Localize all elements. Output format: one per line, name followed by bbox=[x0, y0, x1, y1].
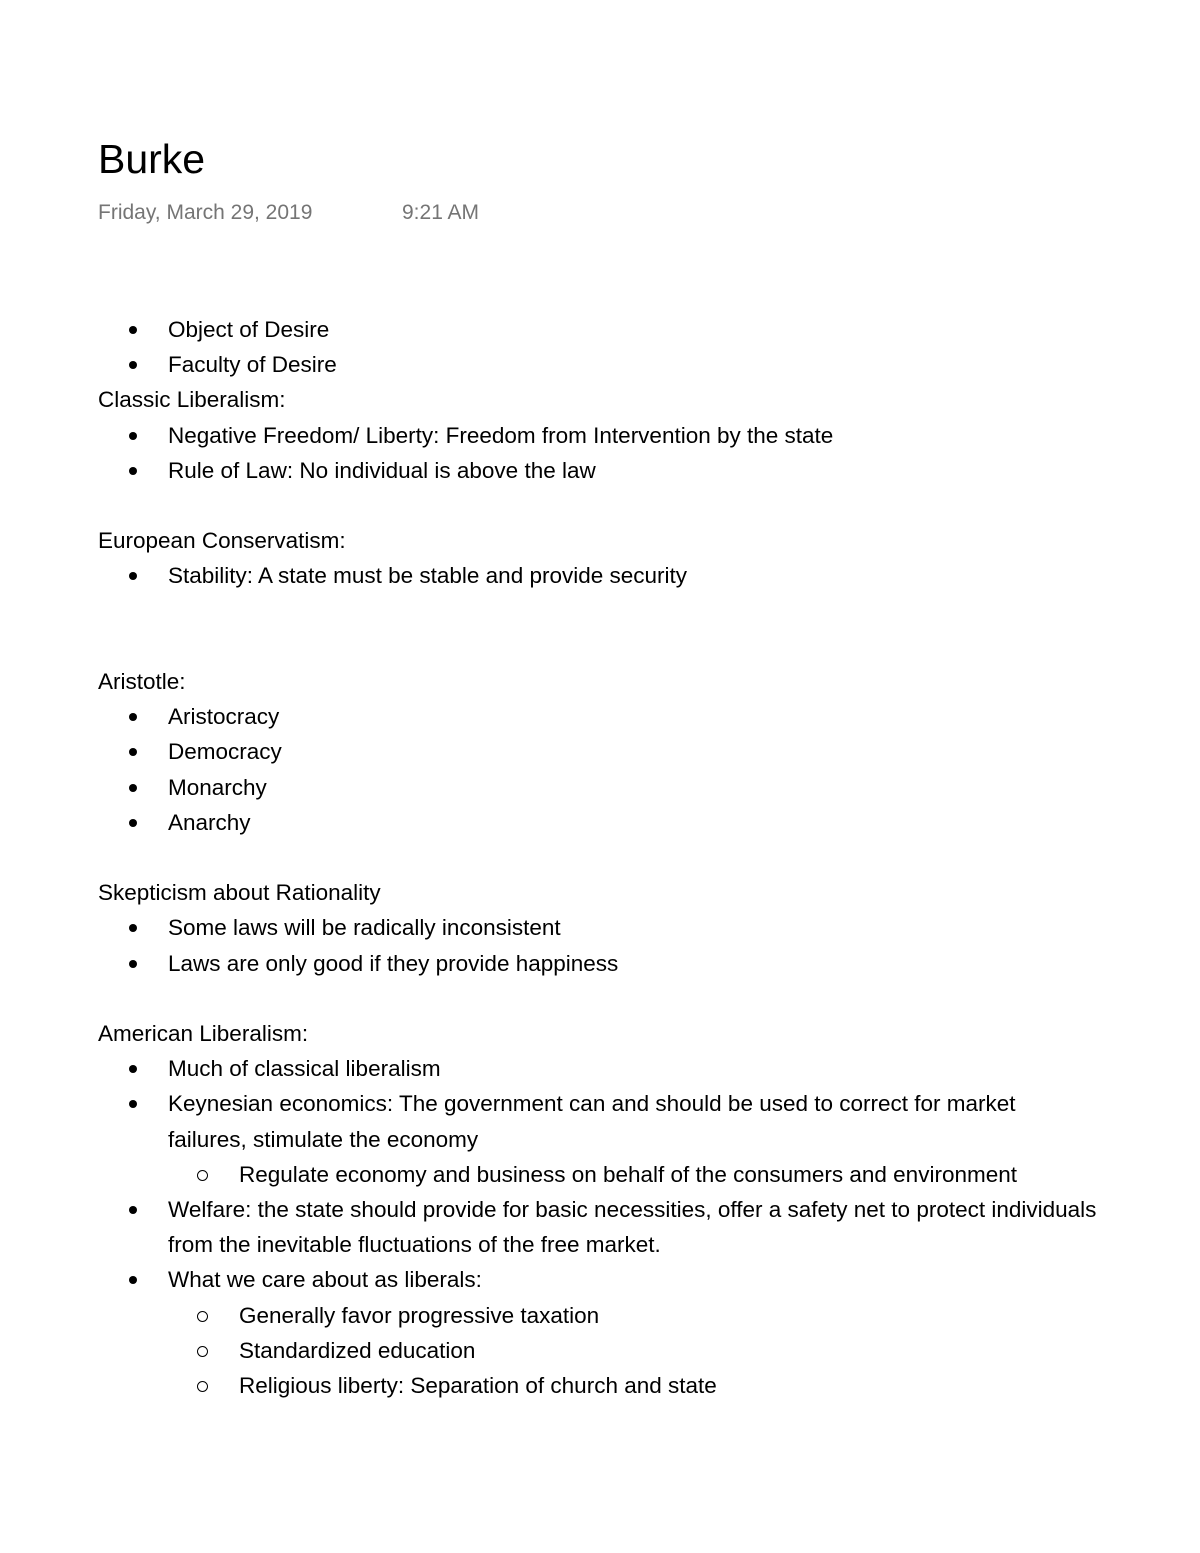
bullet-icon bbox=[129, 924, 137, 932]
bullet-icon bbox=[129, 784, 137, 792]
section-heading-american-liberalism: American Liberalism: bbox=[98, 1020, 309, 1046]
list-item bbox=[98, 1086, 1098, 1192]
list-item bbox=[98, 453, 1098, 488]
list-item-text: Monarchy bbox=[168, 774, 267, 800]
sub-list-item bbox=[98, 1298, 1098, 1333]
hollow-bullet-icon bbox=[197, 1311, 208, 1322]
sub-list-item bbox=[98, 1333, 1098, 1368]
hollow-bullet-icon bbox=[197, 1170, 208, 1181]
bullet-icon bbox=[129, 1206, 137, 1214]
list-item bbox=[98, 1192, 1098, 1262]
bullet-icon bbox=[129, 572, 137, 580]
list-item bbox=[98, 418, 1098, 453]
bullet-icon bbox=[129, 361, 137, 369]
european-conservatism-list bbox=[98, 558, 1098, 593]
hollow-bullet-icon bbox=[197, 1381, 208, 1392]
classic-liberalism-list bbox=[98, 418, 1098, 488]
list-item-text: Keynesian economics: The government can and should be used to correct for market failures, stimulate the economy bbox=[168, 1091, 1016, 1152]
bullet-icon bbox=[129, 326, 137, 334]
list-item-text: Democracy bbox=[168, 739, 282, 765]
note-body bbox=[98, 312, 1098, 1403]
aristotle-list bbox=[98, 699, 1098, 840]
bullet-icon bbox=[129, 432, 137, 440]
list-item-text: Anarchy bbox=[168, 809, 251, 835]
list-item-text: Negative Freedom/ Liberty: Freedom from Intervention by the state bbox=[168, 422, 834, 448]
list-item-text: Object of Desire bbox=[168, 317, 330, 342]
list-item bbox=[98, 312, 1098, 347]
list-item bbox=[98, 946, 1098, 981]
section-heading-european-conservatism: European Conservatism: bbox=[98, 528, 346, 554]
sub-list-item-text: Religious liberty: Separation of church and state bbox=[239, 1372, 717, 1398]
section-heading-skepticism: Skepticism about Rationality bbox=[98, 880, 381, 906]
list-item bbox=[98, 558, 1098, 593]
spacer bbox=[98, 594, 1098, 629]
list-item-text: Welfare: the state should provide for basic necessities, offer a safety net to protect individuals from the inevitable fluctuations of the free market. bbox=[168, 1196, 1097, 1258]
list-item bbox=[98, 910, 1098, 945]
section-heading-classic-liberalism: Classic Liberalism: bbox=[98, 387, 286, 413]
list-item-text: Aristocracy bbox=[168, 704, 280, 730]
list-item bbox=[98, 770, 1098, 805]
list-item bbox=[98, 347, 1098, 382]
note-date: Friday, March 29, 2019 bbox=[98, 201, 313, 224]
sub-list-item bbox=[98, 1368, 1098, 1403]
spacer bbox=[98, 488, 1098, 523]
list-item bbox=[98, 699, 1098, 734]
sub-list-item bbox=[98, 1157, 1098, 1192]
sub-list-item-text: Standardized education bbox=[239, 1337, 476, 1363]
bullet-icon bbox=[129, 960, 137, 968]
list-item-text: Laws are only good if they provide happiness bbox=[168, 950, 619, 976]
spacer bbox=[98, 840, 1098, 875]
note-time: 9:21 AM bbox=[402, 201, 480, 224]
intro-list bbox=[98, 312, 1098, 382]
bullet-icon bbox=[129, 748, 137, 756]
spacer bbox=[98, 981, 1098, 1016]
list-item-text: Some laws will be radically inconsistent bbox=[168, 915, 561, 941]
note-timestamp bbox=[98, 199, 480, 227]
list-item-text: Stability: A state must be stable and provide security bbox=[168, 563, 688, 589]
list-item-text: Faculty of Desire bbox=[168, 352, 337, 378]
page-title: Burke bbox=[98, 136, 206, 182]
sub-list-item-text: Regulate economy and business on behalf of the consumers and environment bbox=[239, 1161, 1017, 1187]
list-item bbox=[98, 805, 1098, 840]
list-item-text: Rule of Law: No individual is above the law bbox=[168, 457, 596, 483]
skepticism-list bbox=[98, 910, 1098, 980]
sub-list-item-text: Generally favor progressive taxation bbox=[239, 1302, 600, 1328]
bullet-icon bbox=[129, 1100, 137, 1108]
keynesian-sublist bbox=[168, 1157, 1098, 1192]
liberal-priorities-sublist bbox=[168, 1298, 1098, 1404]
list-item-text: What we care about as liberals: bbox=[168, 1267, 482, 1293]
bullet-icon bbox=[129, 467, 137, 475]
section-heading-aristotle: Aristotle: bbox=[98, 668, 186, 694]
list-item bbox=[98, 1262, 1098, 1403]
list-item bbox=[98, 1051, 1098, 1086]
bullet-icon bbox=[129, 1065, 137, 1073]
bullet-icon bbox=[129, 713, 137, 721]
bullet-icon bbox=[129, 1276, 137, 1284]
list-item-text: Much of classical liberalism bbox=[168, 1056, 441, 1082]
american-liberalism-list bbox=[98, 1051, 1098, 1403]
hollow-bullet-icon bbox=[197, 1346, 208, 1357]
bullet-icon bbox=[129, 819, 137, 827]
list-item bbox=[98, 734, 1098, 769]
spacer bbox=[98, 629, 1098, 664]
